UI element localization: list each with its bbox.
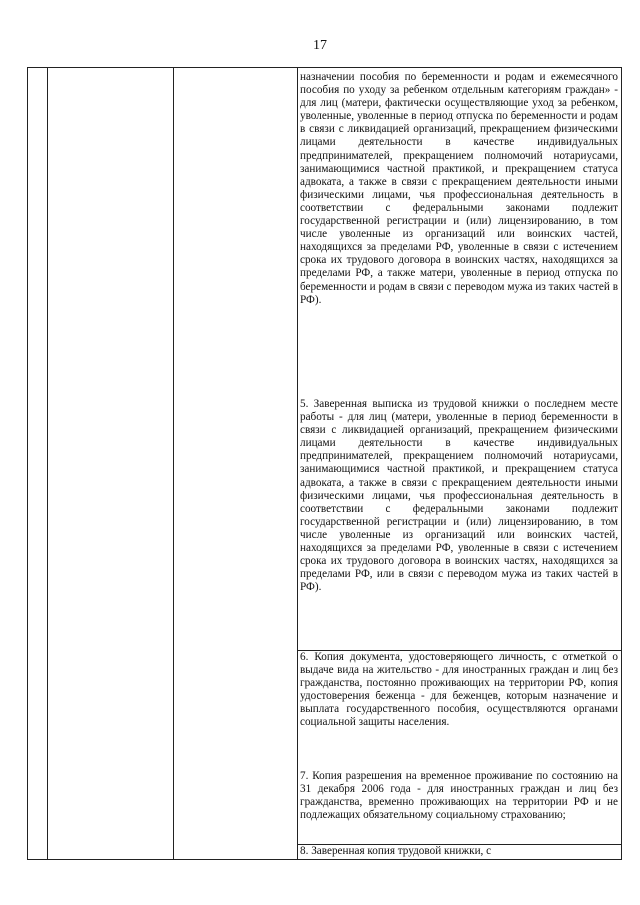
document-table (27, 67, 622, 860)
table-paragraph: 8. Заверенная копия трудовой книжки, с (300, 845, 492, 857)
table-paragraph: 7. Копия разрешения на временное проживание по состоянию на 31 декабря 2006 года - для иностранных граждан и лиц без гражданства, временно проживающих на территории РФ и не подлежащих обязательному социальному страхованию; (300, 770, 618, 822)
table-paragraph: 5. Заверенная выписка из трудовой книжки о последнем месте работы - для лиц (матери, уволенные в период беременности в связи с ликвидацией организаций, прекращением физическими лицами деятельности в качестве индивидуальных предпринимателей, прекращением полномочий нотариусами, занимающимися частной практикой, и прекращением статуса адвоката, а также в связи с прекращением деятельности иными физическими лицами, чья профессиональная деятельность в соответствии с федеральными законами подлежит государственной регистрации и (или) лицензированию, в том числе уволенные из организаций или воинских частей, находящихся за пределами РФ, уволенные в связи с истечением срока их трудового договора в воинских частях, находящихся за пределами РФ, или в связи с переводом мужа из таких частей в РФ). (300, 398, 618, 594)
column-divider (297, 68, 298, 859)
table-paragraph: 6. Копия документа, удостоверяющего личность, с отметкой о выдаче вида на жительство - для иностранных граждан и лиц без гражданства, постоянно проживающих на территории РФ, копия удостоверения беженца - для беженцев, которым назначение и выплата государственного пособия, осуществляются органами социальной защиты населения. (300, 651, 618, 729)
column-divider (173, 68, 174, 859)
page-number: 17 (313, 38, 327, 53)
column-divider (47, 68, 48, 859)
table-paragraph: назначении пособия по беременности и родам и ежемесячного пособия по уходу за ребенком отдельным категориям граждан» - для лиц (матери, фактически осуществляющие уход за ребенком, уволенные, уволенные в период отпуска по беременности и родам в связи с ликвидацией организаций, прекращением физическими лицами деятельности в качестве индивидуальных предпринимателей, прекращением полномочий нотариусами, занимающимися частной практикой, и прекращением статуса адвоката, а также в связи с прекращением деятельности иными физическими лицами, чья профессиональная деятельность в соответствии с федеральными законами подлежит государственной регистрации и (или) лицензированию, в том числе уволенные из организаций или воинских частей, находящихся за пределами РФ, уволенные в связи с истечением срока их трудового договора в воинских частях, находящихся за пределами РФ, а также матери, уволенные в период отпуска по беременности и родам в связи с переводом мужа из таких частей в РФ). (300, 71, 618, 306)
column-divider (621, 68, 622, 859)
